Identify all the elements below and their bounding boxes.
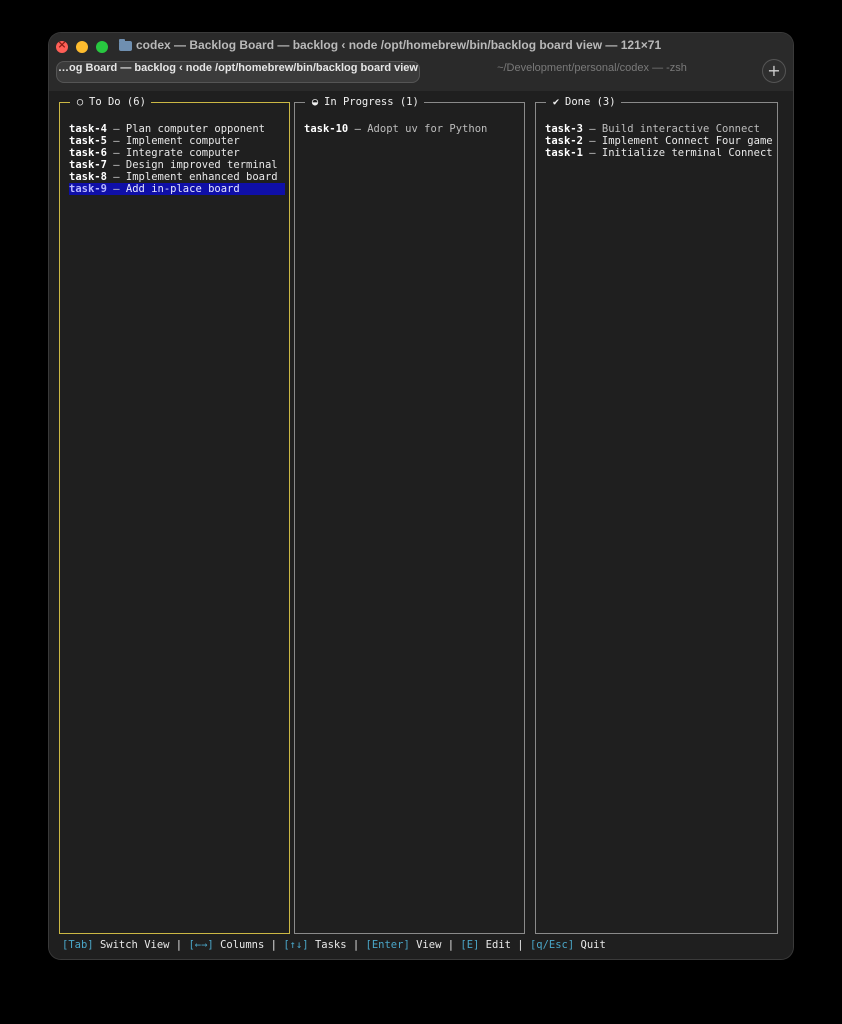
key-action: Switch View [99, 939, 170, 951]
key-action: View [416, 939, 442, 951]
task-id: task-1 [545, 147, 583, 159]
zoom-window-button[interactable] [96, 41, 108, 53]
close-window-button[interactable] [56, 41, 68, 53]
terminal-window [49, 33, 793, 959]
task-title: Adopt uv for Python [367, 123, 488, 135]
task-id: task-5 [69, 135, 107, 147]
circle-icon: ○ [76, 96, 84, 108]
key-action: Columns [220, 939, 265, 951]
task-separator: – [106, 183, 126, 195]
task-separator: – [106, 159, 126, 171]
task-item[interactable] [545, 147, 773, 159]
key-action: Tasks [314, 939, 347, 951]
task-id: task-3 [545, 123, 583, 135]
task-list [69, 123, 285, 195]
key-hint: [Tab] [62, 939, 94, 951]
key-separator: | [441, 939, 461, 951]
tab-backlog-board[interactable]: …og Board — backlog ‹ node /opt/homebrew/bin/backlog board view [57, 62, 419, 82]
task-item[interactable] [69, 159, 285, 171]
task-title: Plan computer opponent [125, 123, 265, 135]
task-item[interactable] [69, 135, 285, 147]
task-item[interactable] [304, 123, 520, 135]
task-title: Integrate computer [125, 147, 240, 159]
task-separator: – [348, 123, 368, 135]
terminal-content[interactable] [49, 91, 793, 959]
column-in-progress[interactable] [294, 96, 525, 934]
column-title: In Progress (1) [324, 96, 419, 108]
task-title: Add in-place board [125, 183, 240, 195]
task-title: Implement Connect Four game [601, 135, 773, 147]
key-hint: [←→] [188, 939, 214, 951]
key-hint: [Enter] [365, 939, 410, 951]
task-title: Build interactive Connect [601, 123, 760, 135]
key-separator: | [169, 939, 189, 951]
minimize-window-button[interactable] [76, 41, 88, 53]
task-separator: – [582, 147, 602, 159]
task-title: Implement enhanced board [125, 171, 278, 183]
task-list [304, 123, 520, 135]
task-title: Initialize terminal Connect [601, 147, 773, 159]
key-separator: | [346, 939, 366, 951]
task-item[interactable] [69, 147, 285, 159]
checkmark-icon: ✔ [552, 96, 560, 108]
key-hint: [q/Esc] [529, 939, 575, 951]
task-id: task-6 [69, 147, 107, 159]
title-bar [49, 33, 793, 91]
task-separator: – [106, 135, 126, 147]
key-hint: [E] [460, 939, 480, 951]
column-title: To Do (6) [89, 96, 146, 108]
column-done[interactable] [535, 96, 778, 934]
tab-zsh[interactable]: ~/Development/personal/codex — -zsh [497, 62, 687, 74]
key-action: Quit [580, 939, 606, 951]
task-item[interactable] [69, 171, 285, 183]
window-title: codex — Backlog Board — backlog ‹ node /opt/homebrew/bin/backlog board view — 121×71 [136, 38, 662, 52]
task-separator: – [106, 147, 126, 159]
task-id: task-7 [69, 159, 107, 171]
task-item[interactable] [69, 123, 285, 135]
task-title: Design improved terminal [125, 159, 278, 171]
key-action: Edit [485, 939, 511, 951]
task-id: task-10 [304, 123, 349, 135]
folder-icon [119, 41, 132, 51]
task-separator: – [106, 123, 126, 135]
task-separator: – [582, 123, 602, 135]
task-title: Implement computer [125, 135, 240, 147]
task-separator: – [106, 171, 126, 183]
key-separator: | [510, 939, 530, 951]
task-item-selected[interactable] [69, 183, 285, 195]
task-item[interactable] [545, 123, 773, 135]
keybinding-help-bar [62, 939, 606, 952]
half-circle-icon: ◒ [311, 96, 319, 108]
task-id: task-2 [545, 135, 583, 147]
task-list [545, 123, 773, 159]
key-separator: | [264, 939, 284, 951]
task-id: task-4 [69, 123, 107, 135]
task-id: task-9 [69, 183, 107, 195]
task-item[interactable] [545, 135, 773, 147]
task-id: task-8 [69, 171, 107, 183]
column-header-done [546, 96, 621, 109]
column-header-todo [70, 96, 151, 109]
column-todo[interactable] [59, 96, 290, 934]
column-header-in-progress [305, 96, 424, 109]
column-title: Done (3) [565, 96, 616, 108]
new-tab-button[interactable]: + [763, 60, 785, 82]
key-hint: [↑↓] [283, 939, 309, 951]
task-separator: – [582, 135, 602, 147]
